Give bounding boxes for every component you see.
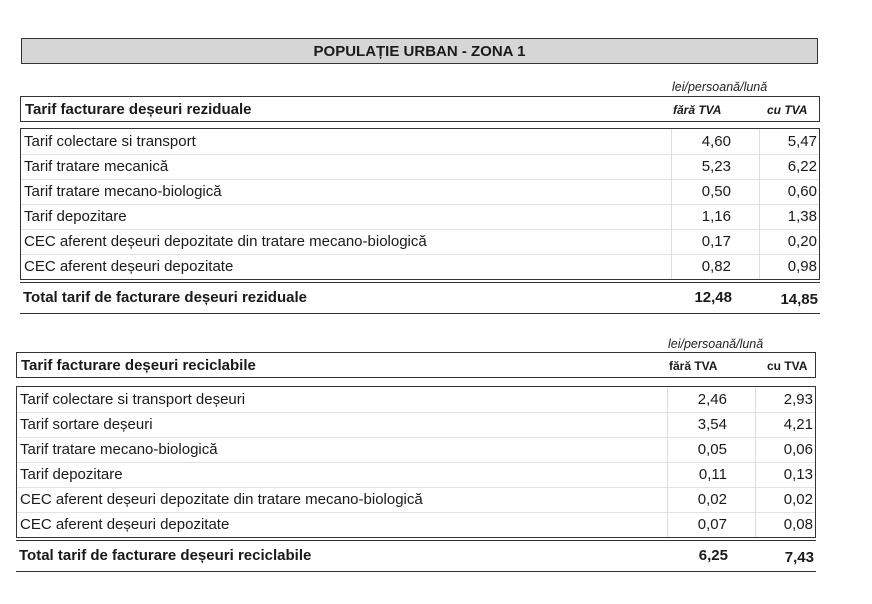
section-header bbox=[16, 352, 816, 378]
value-without-vat: 0,17 bbox=[701, 233, 731, 250]
value-with-vat: 0,02 bbox=[783, 491, 813, 508]
value-without-vat: 4,60 bbox=[701, 133, 731, 150]
value-without-vat: 1,16 bbox=[701, 208, 731, 225]
unit-label: lei/persoană/lună bbox=[668, 337, 764, 351]
row-label: Tarif tratare mecanică bbox=[24, 158, 169, 175]
row-label: CEC aferent deșeuri depozitate din tratare mecano-biologică bbox=[20, 491, 423, 508]
row-label: Tarif colectare si transport bbox=[24, 133, 196, 150]
table-row bbox=[17, 462, 815, 488]
total-row bbox=[16, 540, 816, 572]
total-without-vat: 6,25 bbox=[698, 547, 728, 564]
value-with-vat: 0,20 bbox=[787, 233, 817, 250]
column-header-without-vat: fără TVA bbox=[673, 103, 722, 117]
column-header-with-vat: cu TVA bbox=[767, 103, 808, 117]
value-with-vat: 0,08 bbox=[783, 516, 813, 533]
table-row bbox=[21, 179, 819, 205]
total-label: Total tarif de facturare deșeuri reziduale bbox=[23, 289, 307, 306]
row-label: Tarif depozitare bbox=[24, 208, 127, 225]
value-without-vat: 0,05 bbox=[697, 441, 727, 458]
table-row bbox=[21, 229, 819, 255]
column-header-with-vat: cu TVA bbox=[767, 359, 808, 373]
row-label: Tarif tratare mecano-biologică bbox=[20, 441, 218, 458]
tariff-table bbox=[20, 128, 820, 280]
value-with-vat: 1,38 bbox=[787, 208, 817, 225]
row-label: Tarif colectare si transport deșeuri bbox=[20, 391, 246, 408]
table-row bbox=[21, 129, 819, 155]
total-label: Total tarif de facturare deșeuri reciclabile bbox=[19, 547, 312, 564]
value-with-vat: 0,13 bbox=[783, 466, 813, 483]
total-without-vat: 12,48 bbox=[694, 289, 732, 306]
table-row bbox=[21, 254, 819, 279]
total-row bbox=[20, 282, 820, 314]
table-row bbox=[21, 204, 819, 230]
page-title: POPULAȚIE URBAN - ZONA 1 bbox=[21, 38, 818, 64]
value-without-vat: 2,46 bbox=[697, 391, 727, 408]
row-label: Tarif depozitare bbox=[20, 466, 123, 483]
value-with-vat: 4,21 bbox=[783, 416, 813, 433]
unit-label: lei/persoană/lună bbox=[672, 80, 768, 94]
table-row bbox=[17, 412, 815, 438]
value-without-vat: 0,11 bbox=[698, 466, 727, 483]
table-row bbox=[17, 512, 815, 537]
value-without-vat: 0,82 bbox=[701, 258, 731, 275]
value-with-vat: 5,47 bbox=[787, 133, 817, 150]
table-row bbox=[17, 437, 815, 463]
row-label: Tarif sortare deșeuri bbox=[20, 416, 153, 433]
table-row bbox=[17, 387, 815, 413]
value-with-vat: 0,60 bbox=[787, 183, 817, 200]
tariff-table bbox=[16, 386, 816, 538]
value-with-vat: 2,93 bbox=[783, 391, 813, 408]
section-header-label: Tarif facturare deșeuri reciclabile bbox=[21, 357, 256, 374]
value-without-vat: 0,02 bbox=[697, 491, 727, 508]
section-header bbox=[20, 96, 820, 122]
row-label: Tarif tratare mecano-biologică bbox=[24, 183, 222, 200]
value-with-vat: 0,06 bbox=[783, 441, 813, 458]
section-header-label: Tarif facturare deșeuri reziduale bbox=[25, 101, 252, 118]
total-with-vat: 14,85 bbox=[780, 291, 818, 308]
row-label: CEC aferent deșeuri depozitate din tratare mecano-biologică bbox=[24, 233, 427, 250]
table-row bbox=[17, 487, 815, 513]
value-with-vat: 0,98 bbox=[787, 258, 817, 275]
row-label: CEC aferent deșeuri depozitate bbox=[24, 258, 234, 275]
value-without-vat: 3,54 bbox=[697, 416, 727, 433]
value-without-vat: 5,23 bbox=[701, 158, 731, 175]
total-with-vat: 7,43 bbox=[784, 549, 814, 566]
row-label: CEC aferent deșeuri depozitate bbox=[20, 516, 230, 533]
column-header-without-vat: fără TVA bbox=[669, 359, 718, 373]
value-without-vat: 0,50 bbox=[701, 183, 731, 200]
value-with-vat: 6,22 bbox=[787, 158, 817, 175]
value-without-vat: 0,07 bbox=[697, 516, 727, 533]
table-row bbox=[21, 154, 819, 180]
